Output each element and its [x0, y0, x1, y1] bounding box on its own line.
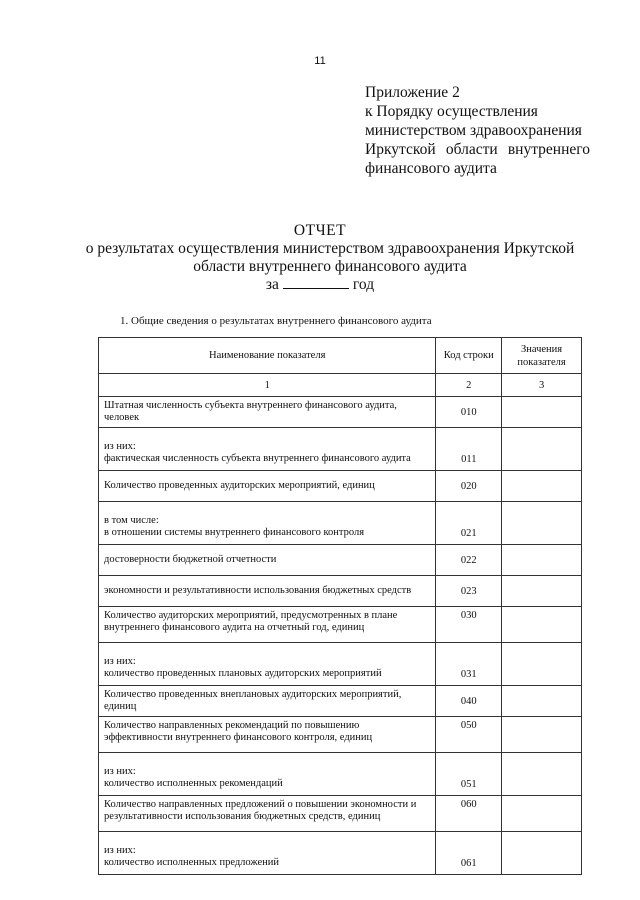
- row-name: из них: количество исполненных рекомендаций: [99, 753, 436, 796]
- row-name: из них: количество исполненных предложений: [99, 832, 436, 875]
- row-code: 040: [436, 686, 502, 717]
- row-value-cell[interactable]: [502, 796, 582, 832]
- table-row: [99, 502, 582, 545]
- appendix-line-3: министерством здравоохранения: [365, 122, 582, 139]
- row-code: 020: [436, 471, 502, 502]
- row-name: из них: количество проведенных плановых аудиторских мероприятий: [99, 643, 436, 686]
- column-number-3: 3: [502, 374, 582, 397]
- table-row: [99, 643, 582, 686]
- row-name: из них: фактическая численность субъекта внутреннего финансового аудита: [99, 428, 436, 471]
- row-name: Количество направленных предложений о повышении экономности и результативности использования бюджетных средств, единиц: [99, 796, 436, 832]
- row-code: 050: [436, 717, 502, 753]
- column-number-2: 2: [436, 374, 502, 397]
- table-header-row: [99, 338, 582, 374]
- report-title: ОТЧЕТ: [293, 222, 347, 239]
- row-value-cell[interactable]: [502, 832, 582, 875]
- period-prefix: за: [265, 276, 279, 293]
- row-value-cell[interactable]: [502, 397, 582, 428]
- results-table: [98, 337, 582, 875]
- row-value-cell[interactable]: [502, 753, 582, 796]
- row-code: 021: [436, 502, 502, 545]
- period-suffix: год: [352, 276, 375, 293]
- header-name: Наименование показателя: [99, 338, 436, 374]
- appendix-line-4: Иркутской области внутреннего: [365, 141, 590, 158]
- row-name: Количество направленных рекомендаций по повышению эффективности внутреннего финансового контроля, единиц: [99, 717, 436, 753]
- row-code: 060: [436, 796, 502, 832]
- row-name: достоверности бюджетной отчетности: [99, 545, 436, 576]
- column-number-row: [99, 374, 582, 397]
- row-value-cell[interactable]: [502, 428, 582, 471]
- row-value-cell[interactable]: [502, 502, 582, 545]
- header-value: Значения показателя: [502, 338, 582, 374]
- table-row: [99, 576, 582, 607]
- row-value-cell[interactable]: [502, 471, 582, 502]
- table-row: [99, 717, 582, 753]
- row-code: 031: [436, 643, 502, 686]
- table-row: [99, 796, 582, 832]
- report-subtitle: о результатах осуществления министерством здравоохранения Иркутской области внутреннего финансового аудита: [85, 240, 575, 275]
- row-name: в том числе: в отношении системы внутреннего финансового контроля: [99, 502, 436, 545]
- row-value-cell[interactable]: [502, 643, 582, 686]
- column-number-1: 1: [99, 374, 436, 397]
- row-value-cell[interactable]: [502, 717, 582, 753]
- row-code: 011: [436, 428, 502, 471]
- row-value-cell[interactable]: [502, 686, 582, 717]
- table-row: [99, 607, 582, 643]
- report-period: [0, 276, 640, 294]
- row-name: Количество проведенных внеплановых аудиторских мероприятий, единиц: [99, 686, 436, 717]
- appendix-line-1: Приложение 2: [365, 84, 460, 101]
- table-row: [99, 753, 582, 796]
- table-row: [99, 545, 582, 576]
- row-code: 030: [436, 607, 502, 643]
- row-name: Количество проведенных аудиторских мероприятий, единиц: [99, 471, 436, 502]
- row-name: Количество аудиторских мероприятий, предусмотренных в плане внутреннего финансового аудита на отчетный год, единиц: [99, 607, 436, 643]
- table-row: [99, 686, 582, 717]
- appendix-block: [365, 83, 590, 178]
- row-code: 010: [436, 397, 502, 428]
- row-value-cell[interactable]: [502, 576, 582, 607]
- row-code: 022: [436, 545, 502, 576]
- period-blank-field[interactable]: [283, 276, 349, 289]
- row-code: 023: [436, 576, 502, 607]
- row-code: 051: [436, 753, 502, 796]
- row-code: 061: [436, 832, 502, 875]
- appendix-line-2: к Порядку осуществления: [365, 103, 538, 120]
- table-row: [99, 471, 582, 502]
- table-row: [99, 397, 582, 428]
- row-name: Штатная численность субъекта внутреннего финансового аудита, человек: [99, 397, 436, 428]
- header-code: Код строки: [436, 338, 502, 374]
- table-row: [99, 832, 582, 875]
- row-name: экономности и результативности использования бюджетных средств: [99, 576, 436, 607]
- row-value-cell[interactable]: [502, 607, 582, 643]
- appendix-line-5: финансового аудита: [365, 160, 497, 177]
- section-title: 1. Общие сведения о результатах внутреннего финансового аудита: [120, 315, 432, 327]
- table-row: [99, 428, 582, 471]
- page-number: 11: [314, 55, 326, 67]
- row-value-cell[interactable]: [502, 545, 582, 576]
